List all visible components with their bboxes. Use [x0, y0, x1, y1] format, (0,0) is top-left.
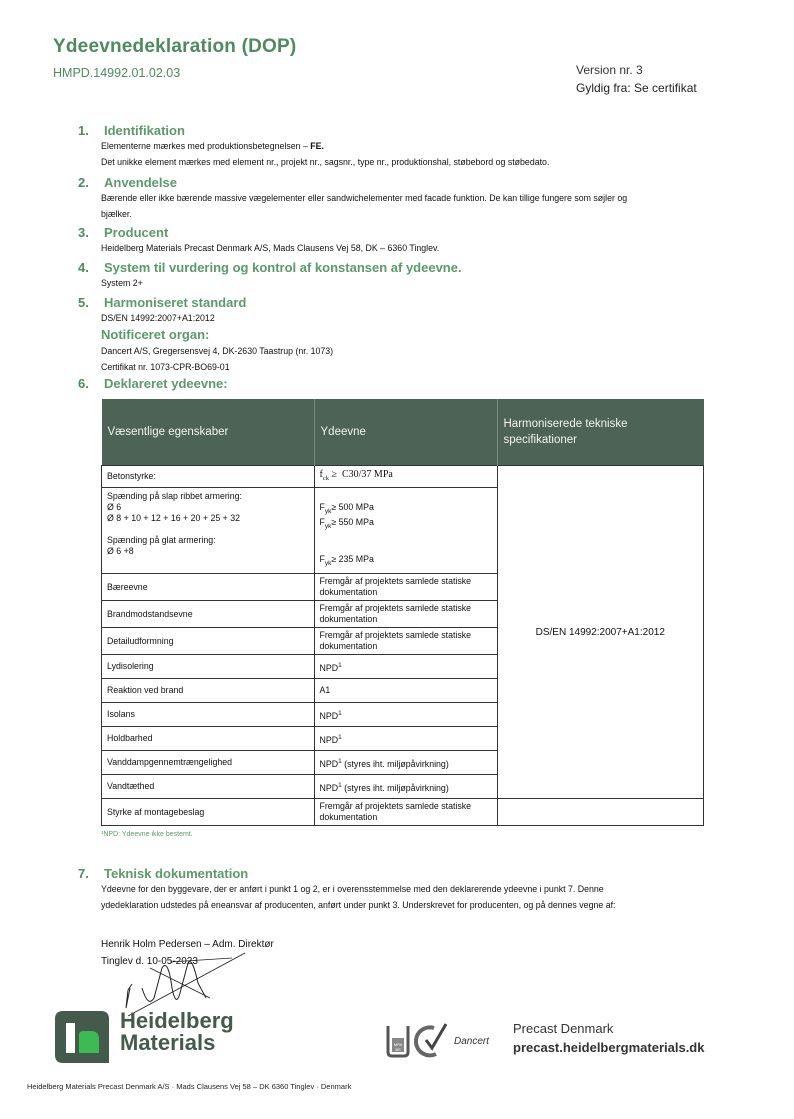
header-performance: Ydeevne	[314, 399, 497, 466]
signatory-name: Henrik Holm Pedersen – Adm. Direktør	[101, 939, 274, 950]
notified-body-info	[101, 343, 333, 375]
section-7-line-1: Ydeevne for den byggevare, der er anført i punkt 1 og 2, er i overensstemmelse med den deklarerende ydeevne i punkt 7. Denne	[101, 884, 604, 894]
notified-body-address: Dancert A/S, Gregersensvej 4, DK-2630 Taastrup (nr. 1073)	[101, 346, 334, 356]
section-7-body	[101, 881, 615, 913]
harmonised-spec-cell: DS/EN 14992:2007+A1:2012	[497, 466, 704, 799]
fck-subscript: ck	[322, 475, 329, 482]
section-2-line-2: bjælker.	[101, 209, 132, 219]
product-code: FE.	[310, 141, 324, 151]
geq-symbol: ≥	[331, 469, 337, 480]
fyk-symbol: F	[319, 502, 325, 512]
section-number: 1.	[78, 123, 89, 138]
footnote-marker: 1	[338, 661, 342, 669]
section-title: Identifikation	[104, 123, 185, 138]
section-number: 3.	[78, 225, 89, 240]
fyk-symbol: F	[319, 553, 325, 564]
footnote-marker: 1	[338, 781, 342, 789]
section-7-line-2: ydedeklaration udstedes på eneansvar af producenten, anført under punkt 3. Underskrevet for producenten, og på dennes vegne af:	[101, 900, 616, 910]
performance-cell	[314, 751, 497, 775]
property-line: Spænding på slap ribbet armering:	[107, 491, 242, 501]
table-header-row	[102, 399, 704, 466]
property-cell: Lydisolering	[102, 655, 315, 679]
header-essential-characteristics: Væsentlige egenskaber	[102, 399, 315, 466]
place-and-date: Tinglev d. 10-05-2023	[101, 956, 198, 967]
performance-line	[320, 517, 492, 532]
value: NPD	[319, 710, 339, 721]
property-line: Ø 8 + 10 + 12 + 16 + 20 + 25 + 32	[107, 513, 241, 523]
performance-cell	[314, 655, 497, 679]
performance-cell	[314, 775, 497, 799]
heidelberg-materials-logo-icon	[53, 1009, 111, 1065]
certificate-number: Certifikat nr. 1073-CPR-BO69-01	[101, 362, 230, 372]
footnote-marker: 1	[338, 709, 342, 717]
notified-body-heading: Notificeret organ:	[101, 327, 210, 342]
table-row	[102, 799, 704, 826]
spacer	[107, 524, 309, 535]
performance-cell: Fremgår af projektets samlede statiske dokumentation	[314, 799, 497, 826]
footnote-marker: 1	[338, 757, 342, 765]
spacer	[320, 532, 492, 554]
section-title: Teknisk dokumentation	[104, 866, 249, 881]
declared-performance-table	[101, 399, 704, 826]
property-cell: Brandmodstandsevne	[102, 601, 315, 628]
section-title: Deklareret ydeevne:	[104, 376, 228, 391]
property-cell: Isolans	[102, 703, 315, 727]
value: ≥ 500 MPa	[331, 502, 374, 512]
valid-from: Gyldig fra: Se certifikat	[576, 81, 697, 95]
fyk-subscript: yk	[324, 559, 332, 567]
section-1-line-1	[101, 138, 549, 154]
performance-cell	[314, 703, 497, 727]
performance-cell	[314, 466, 497, 488]
footnote-marker: 1	[338, 733, 342, 741]
website-link[interactable]: precast.heidelbergmaterials.dk	[513, 1040, 705, 1055]
section-1-line-2: Det unikke element mærkes med element nr., projekt nr., sagsnr., type nr., produktionshal, støbebord og støbedato.	[101, 157, 550, 167]
svg-text:BS: BS	[395, 1047, 401, 1052]
performance-cell: Fremgår af projektets samlede statiske dokumentation	[314, 628, 497, 655]
section-number: 4.	[78, 260, 89, 275]
section-5-body: DS/EN 14992:2007+A1:2012	[101, 313, 215, 323]
precast-denmark-label: Precast Denmark	[513, 1021, 614, 1036]
performance-line	[320, 502, 492, 517]
property-cell	[102, 488, 315, 574]
brand-line-materials: Materials	[120, 1030, 216, 1055]
brand-wordmark	[120, 1010, 234, 1054]
section-2-body	[101, 190, 627, 222]
fyk-subscript: yk	[324, 507, 332, 515]
performance-cell	[314, 488, 497, 574]
certification-marks	[386, 1020, 454, 1060]
mpa-bs-mark-icon	[388, 1026, 408, 1056]
section-1-body	[101, 138, 549, 170]
section-3-body: Heidelberg Materials Precast Denmark A/S, Mads Clausens Vej 58, DK – 6360 Tinglev.	[101, 243, 440, 253]
performance-cell: Fremgår af projektets samlede statiske dokumentation	[314, 574, 497, 601]
page-footer: Heidelberg Materials Precast Denmark A/S · Mads Clausens Vej 58 – DK 6360 Tinglev · Denmark	[27, 1082, 352, 1091]
section-title: System til vurdering og kontrol af konstansen af ydeevne.	[104, 260, 462, 275]
value: ≥ 550 MPa	[331, 516, 374, 527]
fyk-symbol: F	[319, 516, 325, 527]
value: NPD	[319, 782, 339, 793]
section-title: Anvendelse	[104, 175, 177, 190]
value: NPD	[319, 734, 339, 745]
version-number: Version nr. 3	[576, 63, 643, 77]
section-number: 2.	[78, 175, 89, 190]
document-title: Ydeevnedeklaration (DOP)	[53, 36, 297, 57]
header-harmonised-specs: Harmoniserede tekniske specifikationer	[497, 399, 704, 466]
section-title: Harmoniseret standard	[104, 295, 247, 310]
property-cell: Betonstyrke:	[102, 466, 315, 488]
property-line: Ø 6	[107, 502, 122, 512]
property-cell: Reaktion ved brand	[102, 679, 315, 703]
performance-cell	[314, 727, 497, 751]
section-title: Producent	[104, 225, 169, 240]
table-row	[102, 466, 704, 488]
text: Elementerne mærkes med produktionsbetegnelsen –	[101, 141, 311, 151]
property-cell: Vandtæthed	[102, 775, 315, 799]
section-number: 5.	[78, 295, 89, 310]
section-6-heading	[78, 375, 228, 393]
document-code: HMPD.14992.01.02.03	[53, 66, 181, 80]
dancert-label: Dancert	[454, 1036, 490, 1047]
concrete-strength-value: C30/37 MPa	[341, 469, 393, 480]
performance-line	[320, 554, 492, 569]
section-2-line-1: Bærende eller ikke bærende massive vægelementer eller sandwichelementer med facade funktion. De kan tillige fungere som søjler og	[101, 193, 628, 203]
value: NPD	[319, 758, 339, 769]
empty-spec-cell	[497, 799, 704, 826]
property-cell: Detailudformning	[102, 628, 315, 655]
performance-cell: Fremgår af projektets samlede statiske dokumentation	[314, 601, 497, 628]
property-cell: Holdbarhed	[102, 727, 315, 751]
value: ≥ 235 MPa	[331, 553, 374, 564]
property-cell: Bæreevne	[102, 574, 315, 601]
section-number: 7.	[78, 866, 89, 881]
fck-symbol: f	[319, 469, 323, 480]
section-4-body: System 2+	[101, 278, 143, 288]
property-line: Spænding på glat armering:	[107, 535, 216, 545]
fyk-subscript: yk	[324, 522, 332, 530]
value: NPD	[319, 662, 339, 673]
section-number: 6.	[78, 376, 89, 391]
property-line: Ø 6 +8	[107, 546, 134, 556]
note: (styres iht. miljøpåvirkning)	[341, 782, 449, 793]
dancert-checkmark-icon	[416, 1024, 446, 1055]
table-footnote: ¹NPD: Ydeevne ikke bestemt.	[101, 831, 193, 838]
property-cell: Styrke af montagebeslag	[102, 799, 315, 826]
note: (styres iht. miljøpåvirkning)	[341, 758, 449, 769]
performance-cell: A1	[314, 679, 497, 703]
svg-text:MPA: MPA	[393, 1042, 403, 1047]
property-cell: Vanddampgennemtrængelighed	[102, 751, 315, 775]
brand-line-heidelberg: Heidelberg	[120, 1008, 234, 1033]
